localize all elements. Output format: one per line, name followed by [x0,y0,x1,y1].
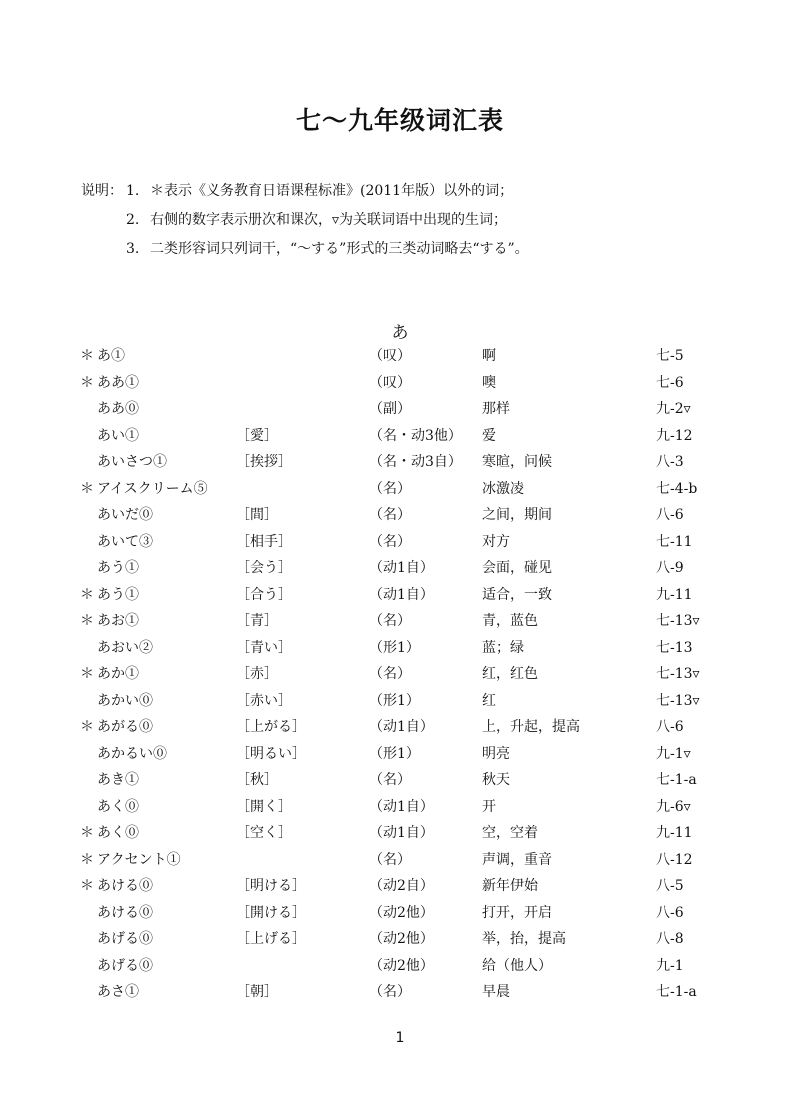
entry-kanji: ［愛］ [236,427,278,444]
vocab-entry-row [0,741,800,768]
entry-kanji: ［青い］ [236,639,292,656]
entry-meaning: 上，升起，提高 [482,719,580,735]
vocab-entry-row [0,873,800,900]
vocab-entry-row [0,423,800,450]
entry-lesson-ref: 七-13▿ [656,613,700,629]
vocab-entry-row [0,820,800,847]
entry-meaning: 青，蓝色 [482,613,538,629]
entry-lesson-ref: 九-11 [656,586,693,603]
entry-star-mark: ＊ [80,480,94,497]
entry-part-of-speech: （名） [369,507,411,523]
entry-lesson-ref: 八-12 [656,851,693,868]
entry-star-mark: ＊ [80,348,94,364]
entry-lesson-ref: 七-5 [656,348,684,364]
entry-part-of-speech: （名・动3自） [369,454,462,470]
entry-lesson-ref: 七-11 [656,533,693,550]
entry-kanji: ［上げる］ [236,931,306,947]
vocab-entry-row [0,926,800,953]
vocab-entry-row [0,661,800,688]
entry-lesson-ref: 八-6 [656,904,684,921]
entry-kanji: ［赤］ [236,666,278,682]
vocab-entry-row [0,767,800,794]
entry-part-of-speech: （叹） [369,374,411,391]
vocab-entry-row [0,635,800,662]
entry-meaning: 噢 [482,374,496,391]
entry-lesson-ref: 七-13 [656,639,693,656]
entry-meaning: 冰激凌 [482,480,524,497]
entry-meaning: 空，空着 [482,825,538,841]
entry-part-of-speech: （名） [369,480,411,497]
entry-meaning: 对方 [482,533,510,550]
entry-kana: ああ⓪ [97,401,139,417]
entry-meaning: 明亮 [482,745,510,762]
entry-part-of-speech: （动2他） [369,904,434,921]
entry-kana: あう① [97,586,139,603]
note-prefix: 说明： [81,183,123,199]
vocabulary-list [0,343,800,1006]
vocab-entry-row [0,688,800,715]
entry-kana: あか① [97,666,139,682]
entry-kana: あける⓪ [97,878,153,894]
entry-meaning: 红 [482,692,496,709]
entry-part-of-speech: （动1自） [369,560,434,576]
entry-kana: あう① [97,560,139,576]
entry-star-mark: ＊ [80,825,94,841]
entry-star-mark: ＊ [80,613,94,629]
entry-meaning: 之间，期间 [482,507,552,523]
entry-meaning: 开 [482,798,496,815]
entry-lesson-ref: 七-1-a [656,984,697,1000]
entry-kanji: ［明ける］ [236,878,306,894]
entry-lesson-ref: 七-4-b [656,480,698,497]
entry-meaning: 举，抬，提高 [482,931,566,947]
entry-kana: あいだ⓪ [97,507,153,523]
entry-part-of-speech: （动2自） [369,878,434,894]
entry-kanji: ［開く］ [236,798,292,815]
entry-kanji: ［間］ [236,507,278,523]
entry-meaning: 打开，开启 [482,904,552,921]
vocab-entry-row [0,396,800,423]
vocab-entry-row [0,953,800,980]
entry-meaning: 啊 [482,348,496,364]
entry-kana: あかい⓪ [97,692,153,709]
entry-kanji: ［挨拶］ [236,454,292,470]
entry-kanji: ［青］ [236,613,278,629]
entry-meaning: 红，红色 [482,666,538,682]
note-text: ＊表示《义务教育日语课程标准》(2011年版）以外的词； [150,183,514,199]
note-number: 2. [126,212,140,228]
entry-kana: あかるい⓪ [97,745,167,762]
entry-kana: あおい② [97,639,153,656]
entry-lesson-ref: 八-8 [656,931,684,947]
entry-meaning: 蓝；绿 [482,639,524,656]
entry-lesson-ref: 八-5 [656,878,684,894]
entry-lesson-ref: 九-1 [656,957,684,974]
vocab-entry-row [0,343,800,370]
entry-lesson-ref: 八-6 [656,507,684,523]
vocab-entry-row [0,979,800,1006]
entry-part-of-speech: （名） [369,772,411,788]
entry-part-of-speech: （动2他） [369,957,434,974]
entry-meaning: 会面，碰见 [482,560,552,576]
entry-lesson-ref: 九-1▿ [656,745,691,762]
entry-kanji: ［相手］ [236,533,292,550]
entry-meaning: 早晨 [482,984,510,1000]
entry-meaning: 寒暄，问候 [482,454,552,470]
entry-kana: あい① [97,427,139,444]
entry-part-of-speech: （名） [369,533,411,550]
vocab-entry-row [0,370,800,397]
entry-meaning: 声调，重音 [482,851,552,868]
entry-meaning: 爱 [482,427,496,444]
entry-star-mark: ＊ [80,586,94,603]
vocab-entry-row [0,794,800,821]
entry-meaning: 给（他人） [482,957,552,974]
vocab-entry-row [0,608,800,635]
entry-kana: あく⓪ [97,825,139,841]
note-text: 二类形容词只列词干，“～する”形式的三类动词略去“する”。 [150,241,529,257]
entry-part-of-speech: （动1自） [369,586,434,603]
entry-lesson-ref: 七-13▿ [656,692,700,709]
page-title: 七～九年级词汇表 [295,106,504,135]
entry-lesson-ref: 九-12 [656,427,693,444]
entry-kanji: ［秋］ [236,772,278,788]
entry-star-mark: ＊ [80,878,94,894]
entry-kanji: ［赤い］ [236,692,292,709]
entry-part-of-speech: （动1自） [369,798,434,815]
entry-part-of-speech: （名） [369,666,411,682]
entry-kanji: ［合う］ [236,586,292,603]
page-number: 1 [395,1030,405,1046]
entry-meaning: 秋天 [482,772,510,788]
note-number: 3. [126,241,140,257]
entry-part-of-speech: （名・动3他） [369,427,462,444]
entry-kana: アイスクリーム⑤ [97,480,208,497]
vocab-entry-row [0,502,800,529]
entry-kanji: ［明るい］ [236,745,306,762]
entry-kanji: ［開ける］ [236,904,306,921]
entry-kana: アクセント① [97,851,181,868]
entry-meaning: 那样 [482,401,510,417]
entry-lesson-ref: 九-6▿ [656,798,691,815]
entry-kana: あがる⓪ [97,719,153,735]
vocab-entry-row [0,449,800,476]
entry-part-of-speech: （动2他） [369,931,434,947]
entry-kana: あける⓪ [97,904,153,921]
entry-kanji: ［上がる］ [236,719,306,735]
note-number: 1. [126,183,140,199]
entry-kana: あお① [97,613,139,629]
entry-kana: あ① [97,348,125,364]
vocab-entry-row [0,847,800,874]
entry-kana: あいさつ① [97,454,167,470]
entry-part-of-speech: （动1自） [369,719,434,735]
entry-star-mark: ＊ [80,374,94,391]
vocab-entry-row [0,529,800,556]
entry-part-of-speech: （形1） [369,639,420,656]
entry-lesson-ref: 七-6 [656,374,684,391]
entry-kana: あげる⓪ [97,931,153,947]
entry-part-of-speech: （形1） [369,745,420,762]
entry-kana: ああ① [97,374,139,391]
entry-kanji: ［空く］ [236,825,292,841]
entry-lesson-ref: 九-11 [656,825,693,841]
vocab-entry-row [0,555,800,582]
entry-lesson-ref: 八-9 [656,560,684,576]
entry-part-of-speech: （名） [369,851,411,868]
vocab-entry-row [0,714,800,741]
entry-kanji: ［会う］ [236,560,292,576]
entry-lesson-ref: 七-1-a [656,772,697,788]
entry-part-of-speech: （副） [369,401,411,417]
entry-kana: あき① [97,772,139,788]
entry-star-mark: ＊ [80,851,94,868]
vocab-entry-row [0,582,800,609]
entry-lesson-ref: 八-3 [656,454,684,470]
entry-star-mark: ＊ [80,719,94,735]
entry-kana: あいて③ [97,533,153,550]
note-text: 右侧的数字表示册次和课次，▿为关联词语中出现的生词； [150,212,508,228]
entry-lesson-ref: 九-2▿ [656,401,691,417]
entry-part-of-speech: （名） [369,984,411,1000]
vocab-entry-row [0,476,800,503]
entry-part-of-speech: （动1自） [369,825,434,841]
entry-meaning: 新年伊始 [482,878,538,894]
entry-star-mark: ＊ [80,666,94,682]
entry-kana: あさ① [97,984,139,1000]
entry-part-of-speech: （形1） [369,692,420,709]
entry-kana: あげる⓪ [97,957,153,974]
entry-part-of-speech: （名） [369,613,411,629]
entry-meaning: 适合，一致 [482,586,552,603]
entry-kana: あく⓪ [97,798,139,815]
entry-part-of-speech: （叹） [369,348,411,364]
section-heading: あ [391,323,409,343]
vocab-entry-row [0,900,800,927]
entry-lesson-ref: 八-6 [656,719,684,735]
entry-kanji: ［朝］ [236,984,278,1000]
entry-lesson-ref: 七-13▿ [656,666,700,682]
